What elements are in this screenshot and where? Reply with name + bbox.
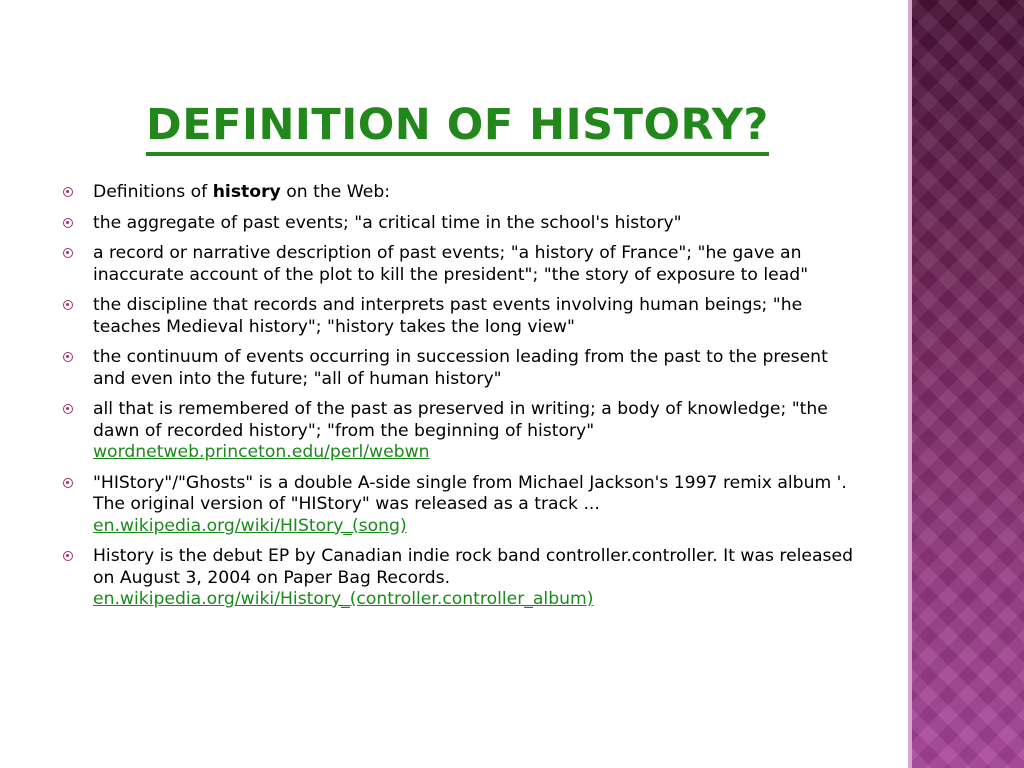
bullet-item-aggregate [60, 213, 860, 235]
circled-dot-icon [63, 187, 73, 197]
bullet-item-record [60, 243, 860, 286]
bullet-item-definitions [60, 182, 860, 204]
circled-dot-icon [63, 551, 73, 561]
bullet-item-history-ep [60, 546, 860, 611]
bullet-text-bold: history [212, 182, 281, 202]
bullet-text: all that is remembered of the past as preserved in writing; a body of knowledge; "the dawn of recorded history"; "from the beginning of history" [93, 399, 828, 441]
circled-dot-icon [63, 218, 73, 228]
bullet-text: the discipline that records and interprets past events involving human beings; "he teaches Medieval history"; "history takes the long view" [93, 295, 803, 337]
decorative-side-band [912, 0, 1024, 768]
slide-title: DEFINITION OF HISTORY? [146, 100, 769, 156]
circled-dot-icon [63, 352, 73, 362]
bullet-item-history-song [60, 473, 860, 538]
circled-dot-icon [63, 404, 73, 414]
bullet-text: the aggregate of past events; "a critical time in the school's history" [93, 212, 682, 233]
bullet-text: a record or narrative description of past events; "a history of France"; "he gave an inaccurate account of the plot to kill the president"; "the story of exposure to lead" [93, 243, 809, 285]
circled-dot-icon [63, 478, 73, 488]
bullet-item-discipline [60, 295, 860, 338]
circled-dot-icon [63, 248, 73, 258]
bullet-text: "HIStory"/"Ghosts" is a double A-side single from Michael Jackson's 1997 remix album '. The original version of "HIStory" was released as a track ... [93, 472, 847, 514]
source-link-history-song[interactable]: en.wikipedia.org/wiki/HIStory_(song) [93, 515, 407, 536]
source-link-history-ep[interactable]: en.wikipedia.org/wiki/History_(controller.controller_album) [93, 589, 594, 609]
bullet-text: History is the debut EP by Canadian indie rock band controller.controller. It was released on August 3, 2004 on Paper Bag Records. [93, 546, 853, 588]
circled-dot-icon [63, 300, 73, 310]
source-link-wordnet[interactable]: wordnetweb.princeton.edu/perl/webwn [93, 442, 430, 462]
bullet-list [60, 182, 860, 620]
bullet-item-remembered [60, 399, 860, 464]
bullet-text: the continuum of events occurring in succession leading from the past to the present and even into the future; "all of human history" [93, 347, 828, 389]
bullet-text-pre: Definitions of [93, 182, 213, 202]
bullet-text-post: on the Web: [280, 182, 391, 202]
bullet-item-continuum [60, 347, 860, 390]
